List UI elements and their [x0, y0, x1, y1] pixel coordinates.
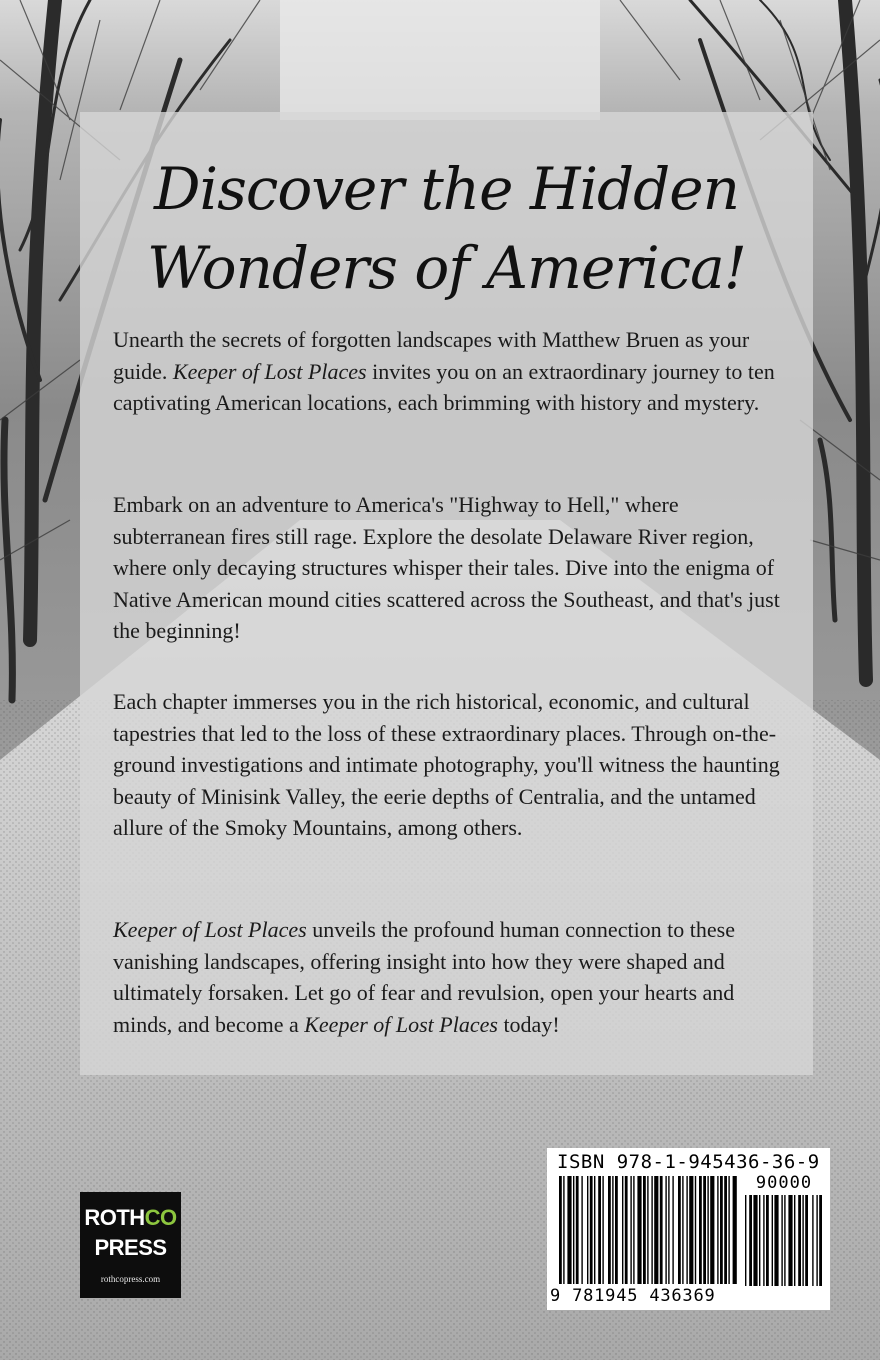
barcode-bar [615, 1176, 618, 1284]
description-paragraph-2 [113, 489, 793, 647]
barcode-addon-bar [802, 1195, 803, 1286]
barcode-addon-bar [794, 1195, 795, 1286]
barcode-bar [598, 1176, 601, 1284]
barcode-bar [703, 1176, 706, 1284]
headline [80, 150, 813, 308]
barcode-addon-bar [745, 1195, 746, 1286]
description-paragraph-4 [113, 914, 793, 1040]
barcode-addon-bar [805, 1195, 808, 1286]
barcode-bar [695, 1176, 696, 1284]
paragraph-text: Unearth the secrets of forgotten landscapes with Matthew Bruen as your guide. [113, 327, 750, 384]
book-title-italic: Keeper of Lost Places [304, 1011, 498, 1037]
barcode-bar [647, 1176, 648, 1284]
barcode-addon-bar [753, 1195, 757, 1286]
barcode-bar [590, 1176, 593, 1284]
barcode-bar [630, 1176, 631, 1284]
barcode-bar [608, 1176, 611, 1284]
barcode-bar [689, 1176, 693, 1284]
barcode-addon-bar [781, 1195, 782, 1286]
barcode-bar [567, 1176, 571, 1284]
barcode-addon-bar [788, 1195, 792, 1286]
barcode-addon-bar [759, 1195, 760, 1286]
barcode-bar [651, 1176, 652, 1284]
barcode-bar [576, 1176, 579, 1284]
barcode-addon-bar [749, 1195, 752, 1286]
barcode-bar [573, 1176, 574, 1284]
publisher-logo [80, 1192, 181, 1298]
barcode-bar [612, 1176, 613, 1284]
headline-line-1: Discover the Hidden [154, 155, 739, 223]
barcode-addon-bar [763, 1195, 764, 1286]
barcode-bar [710, 1176, 714, 1284]
barcode-bar [637, 1176, 641, 1284]
barcode-addon-bar [819, 1195, 822, 1286]
barcode-bar [699, 1176, 702, 1284]
barcode-bar [707, 1176, 708, 1284]
logo-roth-text: ROTH [84, 1205, 145, 1230]
barcode-addon-bar [816, 1195, 817, 1286]
price-code: 90000 [755, 1173, 813, 1193]
barcode-addon-bar [784, 1195, 785, 1286]
barcode-bar [668, 1176, 669, 1284]
barcode-addon-bar [766, 1195, 769, 1286]
publisher-url: rothcopress.com [100, 1274, 161, 1284]
barcode-addon-bar [812, 1195, 813, 1286]
barcode-bar [724, 1176, 727, 1284]
barcode-bar [665, 1176, 666, 1284]
barcode-bar [682, 1176, 683, 1284]
barcode-bar [654, 1176, 658, 1284]
barcode-bar [686, 1176, 687, 1284]
paragraph-text: Embark on an adventure to America's "Highway to Hell," where subterranean fires still rage. Explore the desolate Delaware River region, where only decaying structures whisper their tales. Dive into the enigma of Native American mound cities scattered across the Southeast, and that's just the beginning! [113, 492, 780, 643]
logo-co-text: CO [144, 1205, 177, 1230]
barcode-bar [581, 1176, 582, 1284]
barcode-bar [678, 1176, 681, 1284]
isbn-barcode [547, 1148, 830, 1310]
barcode-bar [643, 1176, 646, 1284]
description-paragraph-1 [113, 324, 793, 419]
barcode-bar [633, 1176, 634, 1284]
barcode-addon-bar [798, 1195, 801, 1286]
logo-press-text: PRESS [94, 1235, 167, 1260]
paragraph-text: invites you on an extraordinary journey to ten captivating American locations, each brimming with history and mystery. [113, 358, 775, 415]
barcode-bar [602, 1176, 603, 1284]
barcode-bar [622, 1176, 623, 1284]
paragraph-text: unveils the profound human connection to these vanishing landscapes, offering insight into how they were shaped and ultimately forsaken. Let go of fear and revulsion, open your hearts and minds, and become a [113, 917, 735, 1037]
barcode-bar [559, 1176, 562, 1284]
headline-line-2: Wonders of America! [146, 234, 746, 302]
barcode-bar [625, 1176, 628, 1284]
barcode-addon-bar [774, 1195, 778, 1286]
barcode-bar [728, 1176, 729, 1284]
description-paragraph-3 [113, 686, 793, 844]
book-title-italic: Keeper of Lost Places [172, 358, 367, 384]
barcode-bar [733, 1176, 737, 1284]
barcode-bar [717, 1176, 718, 1284]
barcode-bar [672, 1176, 673, 1284]
barcode-bar [720, 1176, 723, 1284]
ean-digits: 9 781945 436369 [550, 1286, 716, 1306]
paragraph-text: Each chapter immerses you in the rich historical, economic, and cultural tapestries that led to the loss of these extraordinary places. Through on-the-ground investigations and intimate photography, you'll witness the haunting beauty of Minisink Valley, the eerie depths of Centralia, and the untamed allure of the Smoky Mountains, among others. [113, 689, 780, 840]
barcode-bar [660, 1176, 663, 1284]
book-title-italic: Keeper of Lost Places [113, 917, 307, 942]
paragraph-text: today! [497, 1011, 560, 1037]
barcode-bar [594, 1176, 595, 1284]
isbn-label: ISBN 978-1-945436-36-9 [557, 1151, 820, 1173]
barcode-addon-bar [772, 1195, 773, 1286]
barcode-bar [587, 1176, 588, 1284]
logo-line-1 [80, 1206, 181, 1230]
barcode-bar [563, 1176, 564, 1284]
